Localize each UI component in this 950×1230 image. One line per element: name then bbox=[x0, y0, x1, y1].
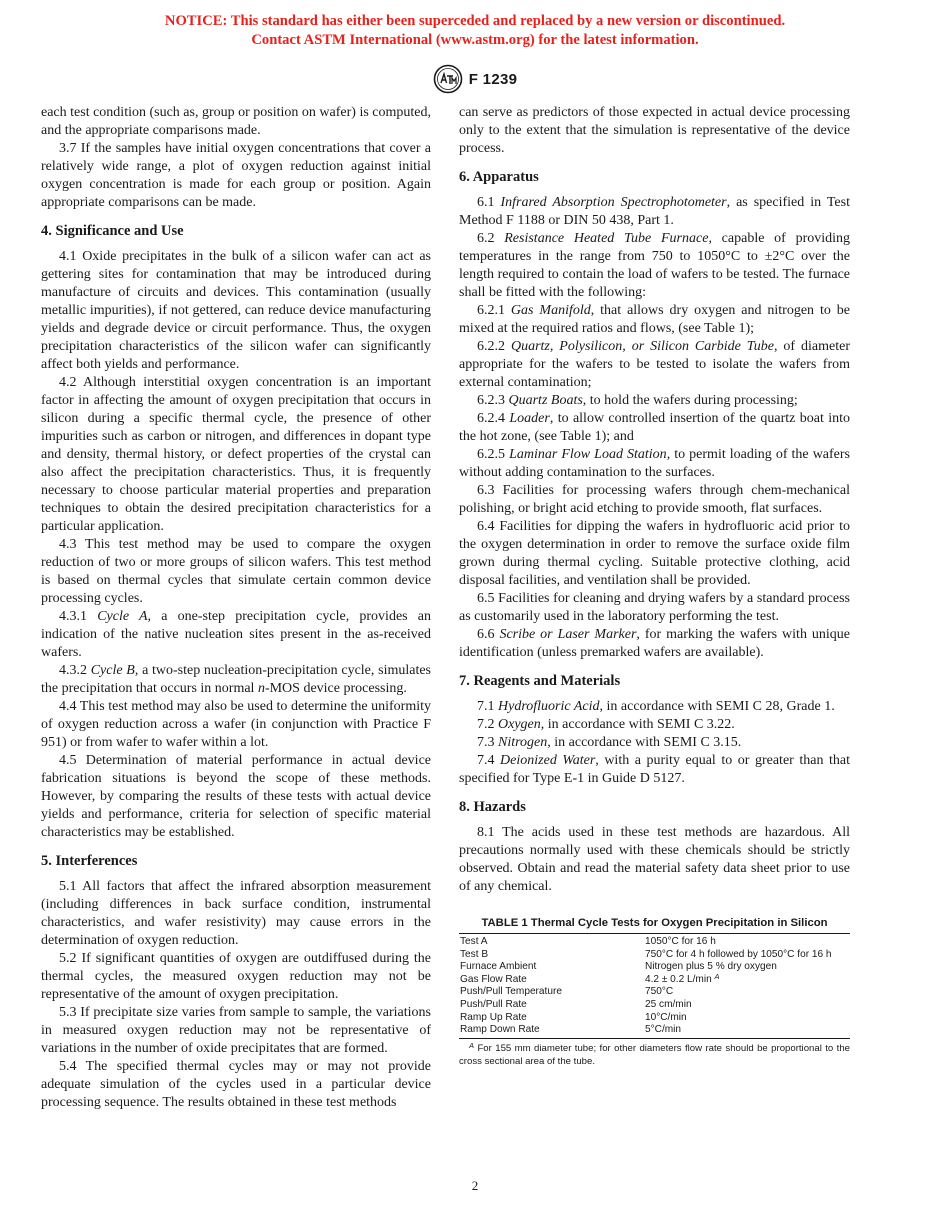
paragraph-text: , to allow controlled insertion of the quartz boat into the hot zone, (see Table 1); and bbox=[459, 411, 851, 444]
table-cell-value: Nitrogen plus 5 % dry oxygen bbox=[645, 961, 777, 973]
paragraph-number: 7.2 bbox=[477, 717, 498, 732]
defined-term: Deionized Water bbox=[500, 753, 596, 768]
table-cell-value: 750°C for 4 h followed by 1050°C for 16 h bbox=[645, 948, 832, 960]
paragraph-4-4: 4.4 This test method may also be used to determine the uniformity of oxygen reduction across a wafer (in conjunction with Practice F 951) or from wafer to wafer within a lot. bbox=[41, 699, 431, 750]
defined-term: Scribe or Laser Marker bbox=[499, 627, 637, 642]
table-row bbox=[459, 986, 850, 999]
paragraph-number: 4.3.1 bbox=[59, 609, 98, 624]
table-cell-value: 1050°C for 16 h bbox=[645, 936, 716, 947]
gas-flow-value: 4.2 ± 0.2 L/min bbox=[645, 973, 712, 985]
defined-term: Gas Manifold bbox=[510, 303, 591, 318]
paragraph-text: , to permit loading of the wafers without adding contamination to the surfaces. bbox=[459, 447, 851, 480]
notice-line-1: NOTICE: This standard has either been superceded and replaced by a new version or discontinued. bbox=[164, 13, 786, 29]
paragraph-6-2-1 bbox=[459, 302, 850, 338]
paragraph-text: , of diameter appropriate for the wafers to be tested to isolate the wafers from external contamination; bbox=[459, 339, 850, 390]
footnote-text: For 155 mm diameter tube; for other diameters flow rate should be proportional to the cross sectional area of the tube. bbox=[459, 1042, 850, 1068]
paragraph-number: 6.2.1 bbox=[477, 303, 511, 318]
table-cell-value: 750°C bbox=[645, 986, 674, 998]
paragraph-4-1: 4.1 Oxide precipitates in the bulk of a silicon wafer can act as gettering sites for contamination that may be introduced during manufacture of circuits and devices. This contamination (usually metallic impurities), if not gettered, can reduce device manufacturing yields and degrade device or circuit performance. Thus, the oxygen precipitation characteristics of the silicon wafer can significantly affect both yields and performance. bbox=[41, 249, 431, 372]
paragraph-3-7: 3.7 If the samples have initial oxygen concentrations that cover a relatively wide range, a plot of oxygen reduction against initial oxygen concentration is made for each group or position. Again appropriate comparisons can be made. bbox=[41, 141, 431, 210]
left-column bbox=[41, 104, 431, 1112]
table-cell-value: 5°C/min bbox=[645, 1024, 682, 1036]
defined-term: Quartz Boats bbox=[508, 393, 583, 408]
defined-term: Nitrogen bbox=[498, 735, 548, 750]
table-1-footnote bbox=[459, 1042, 850, 1069]
table-1-title: TABLE 1 Thermal Cycle Tests for Oxygen Precipitation in Silicon bbox=[481, 917, 828, 929]
table-row bbox=[459, 1024, 850, 1037]
paragraph-6-2-5 bbox=[459, 446, 850, 482]
italic-n: n bbox=[257, 681, 265, 696]
section-8-heading: 8. Hazards bbox=[459, 799, 526, 815]
table-cell-label: Ramp Up Rate bbox=[460, 1011, 527, 1023]
defined-term: Loader bbox=[509, 411, 550, 426]
paragraph-6-4: 6.4 Facilities for dipping the wafers in hydrofluoric acid prior to the oxygen determination in order to remove the surface oxide film grown during thermal cycling. Suitable protective clothing, acid disposal facilities, and ventilation shall be provided. bbox=[459, 519, 850, 588]
paragraph-text: , in accordance with SEMI C 3.15. bbox=[547, 735, 742, 750]
paragraph-continuation: can serve as predictors of those expected in actual device processing only to the extent that the simulation is representative of the device process. bbox=[459, 105, 850, 156]
paragraph-text: , that allows dry oxygen and nitrogen to be mixed at the required ratios and flows, (see Table 1); bbox=[459, 303, 850, 336]
footnote-marker: A bbox=[714, 971, 720, 981]
paragraph-5-1: 5.1 All factors that affect the infrared absorption measurement (including differences in back surface condition, instrumental characteristics, and wafer resistivity) may cause errors in the determination of oxygen reduction. bbox=[41, 879, 431, 948]
paragraph-number: 6.6 bbox=[477, 627, 500, 642]
notice-line-2: Contact ASTM International (www.astm.org) for the latest information. bbox=[251, 32, 699, 48]
paragraph-6-6 bbox=[459, 626, 850, 662]
paragraph-text: , for marking the wafers with unique identification (unless premarked wafers are available). bbox=[459, 627, 850, 660]
paragraph-7-1 bbox=[459, 698, 850, 716]
defined-term: Oxygen bbox=[498, 717, 541, 732]
table-row bbox=[459, 971, 850, 987]
paragraph-text: , in accordance with SEMI C 3.22. bbox=[540, 717, 735, 732]
paragraph-4-3-2 bbox=[41, 662, 431, 698]
paragraph-7-3 bbox=[459, 734, 850, 752]
paragraph-text-end: -MOS device processing. bbox=[264, 681, 407, 696]
paragraph-number: 7.4 bbox=[477, 753, 501, 768]
paragraph-number: 6.2.5 bbox=[477, 447, 510, 462]
section-6-heading: 6. Apparatus bbox=[459, 169, 539, 185]
paragraph-6-2-3 bbox=[459, 392, 850, 410]
paragraph-number: 6.2.4 bbox=[477, 411, 510, 426]
paragraph-6-1 bbox=[459, 194, 850, 230]
defined-term: Quartz, Polysilicon, or Silicon Carbide Tube bbox=[510, 339, 774, 354]
paragraph-8-1: 8.1 The acids used in these test methods are hazardous. All precautions normally used with these chemicals should be strictly observed. Obtain and read the material safety data sheet prior to use of any chemical. bbox=[459, 825, 850, 894]
section-7-heading: 7. Reagents and Materials bbox=[459, 673, 621, 689]
paragraph-6-2-4 bbox=[459, 410, 850, 446]
footnote-marker: A bbox=[469, 1040, 475, 1050]
document-header bbox=[0, 64, 950, 94]
table-1 bbox=[459, 933, 850, 1039]
defined-term: Hydrofluoric Acid bbox=[498, 699, 600, 714]
paragraph-text: , with a purity equal to or greater than that specified for Type E-1 in Guide D 5127. bbox=[459, 753, 850, 786]
paragraph-number: 7.3 bbox=[477, 735, 498, 750]
paragraph-number: 6.1 bbox=[477, 195, 501, 210]
paragraph-number: 4.3.2 bbox=[59, 663, 91, 678]
paragraph-number: 6.2.2 bbox=[477, 339, 511, 354]
paragraph-6-3: 6.3 Facilities for processing wafers through chem-mechanical polishing, or bright acid etching to provide smooth, flat surfaces. bbox=[459, 483, 850, 516]
table-cell-value bbox=[645, 971, 850, 987]
table-row bbox=[459, 999, 850, 1012]
table-cell-label: Push/Pull Temperature bbox=[460, 986, 562, 998]
table-row bbox=[459, 1012, 850, 1025]
section-4-heading: 4. Significance and Use bbox=[41, 223, 184, 239]
table-cell-label: Push/Pull Rate bbox=[460, 998, 527, 1010]
paragraph-5-4: 5.4 The specified thermal cycles may or may not provide adequate simulation of the cycles used in a particular device processing sequence. The results obtained in these test methods bbox=[41, 1059, 431, 1110]
defined-term: Resistance Heated Tube Furnace bbox=[504, 231, 709, 246]
astm-logo-icon bbox=[433, 64, 463, 94]
table-row bbox=[459, 961, 850, 974]
paragraph-number: 7.1 bbox=[477, 699, 498, 714]
paragraph-5-2: 5.2 If significant quantities of oxygen are outdiffused during the thermal cycles, the measured oxygen reduction may not be representative of the amount of oxygen precipitation. bbox=[41, 951, 431, 1002]
defined-term: Infrared Absorption Spectrophotometer bbox=[500, 195, 727, 210]
table-cell-value: 10°C/min bbox=[645, 1011, 687, 1023]
table-cell-value: 25 cm/min bbox=[645, 998, 692, 1010]
paragraph-4-5: 4.5 Determination of material performance in actual device fabrication situations is beyond the scope of these methods. However, by comparing the results of these tests with actual device yields and performance, criteria for selection of specific material characteristics may be established. bbox=[41, 753, 431, 840]
standard-designation: F 1239 bbox=[468, 70, 518, 88]
paragraph-7-4 bbox=[459, 752, 850, 788]
defined-term: Cycle B bbox=[90, 663, 135, 678]
table-cell-label: Test A bbox=[460, 936, 488, 947]
defined-term: Laminar Flow Load Station bbox=[509, 447, 667, 462]
paragraph-7-2 bbox=[459, 716, 850, 734]
paragraph-4-3-1 bbox=[41, 608, 431, 662]
table-cell-label: Furnace Ambient bbox=[460, 961, 537, 973]
table-row bbox=[459, 936, 850, 949]
paragraph-text: , as specified in Test Method F 1188 or DIN 50 438, Part 1. bbox=[459, 195, 850, 228]
section-5-heading: 5. Interferences bbox=[41, 853, 138, 869]
defined-term: Cycle A bbox=[97, 609, 148, 624]
paragraph-6-2-2 bbox=[459, 338, 850, 392]
supersession-notice bbox=[0, 12, 950, 50]
paragraph-5-3: 5.3 If precipitate size varies from sample to sample, the variations in measured oxygen reduction may not be representative of variations in the number of oxide precipitates that are formed. bbox=[41, 1005, 431, 1056]
paragraph-text: , a one-step precipitation cycle, provides an indication of the native nucleation sites present in the as-received wafers. bbox=[41, 609, 432, 660]
table-cell-label: Ramp Down Rate bbox=[460, 1024, 540, 1036]
paragraph-number: 6.2.3 bbox=[477, 393, 509, 408]
paragraph-text: , in accordance with SEMI C 28, Grade 1. bbox=[599, 699, 835, 714]
paragraph-6-5: 6.5 Facilities for cleaning and drying wafers by a standard process as customarily used in the laboratory performing the test. bbox=[459, 591, 850, 624]
right-column bbox=[459, 104, 850, 1069]
paragraph-text: , a two-step nucleation-precipitation cycle, simulates the precipitation that occurs in normal bbox=[41, 663, 431, 696]
paragraph-text: , to hold the wafers during processing; bbox=[582, 393, 798, 408]
paragraph-4-3: 4.3 This test method may be used to compare the oxygen reduction of two or more groups of silicon wafers. This test method is based on thermal cycles that simulate certain common device processing cycles. bbox=[41, 537, 431, 606]
paragraph-text: , capable of providing temperatures in the range from 750 to 1050°C to ±2°C over the length required to contain the load of wafers to be tested. The furnace shall be fitted with the following: bbox=[459, 231, 851, 300]
paragraph-continuation: each test condition (such as, group or position on wafer) is computed, and the appropriate comparisons made. bbox=[41, 105, 431, 138]
table-cell-label: Gas Flow Rate bbox=[460, 973, 527, 985]
table-cell-label: Test B bbox=[460, 948, 489, 960]
table-row bbox=[459, 949, 850, 962]
paragraph-number: 6.2 bbox=[477, 231, 505, 246]
paragraph-6-2 bbox=[459, 230, 850, 302]
paragraph-4-2: 4.2 Although interstitial oxygen concentration is an important factor in affecting the amount of oxygen precipitation that occurs in silicon during a specific thermal cycle, the presence of other impurities such as carbon or nitrogen, and differences in dopant type and density, thermal history, or defect properties of the crystal can also affect the precipitation characteristics. Thus, it is frequently necessary to choose particular material properties and preparation techniques to obtain the desired precipitation characteristics for a particular application. bbox=[41, 375, 431, 534]
page-number: 2 bbox=[471, 1178, 479, 1193]
